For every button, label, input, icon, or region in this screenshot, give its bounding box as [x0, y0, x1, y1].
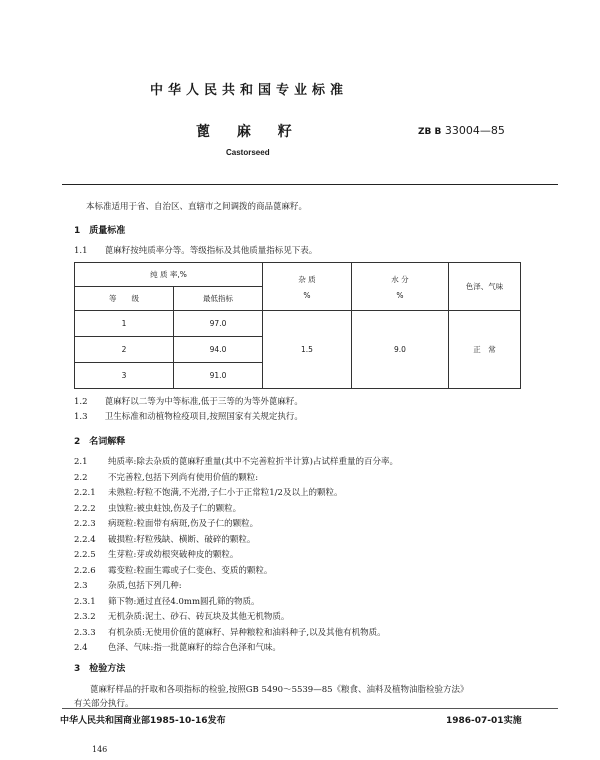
- item-number: 2.2.1: [74, 488, 96, 498]
- item-text: 虫蚀粒:被虫蛀蚀,伤及子仁的颗粒。: [108, 503, 242, 514]
- definition-item: [74, 533, 255, 545]
- english-title: Castorseed: [226, 148, 270, 157]
- definition-item: [74, 471, 258, 483]
- item-number: 2.3.3: [74, 627, 96, 638]
- header-grade: 等 级: [75, 287, 174, 311]
- definition-item: [74, 517, 258, 529]
- table-row: [75, 311, 521, 337]
- color-cell: 正 常: [449, 311, 521, 389]
- definition-item: [74, 641, 281, 653]
- min-cell: 94.0: [174, 337, 263, 363]
- impurity-label: 杂 质: [298, 274, 316, 284]
- grade-cell: 2: [75, 337, 174, 363]
- item-text: 蓖麻籽按纯质率分等。等级指标及其他质量指标见下表。: [104, 246, 318, 256]
- issue-date: 中华人民共和国商业部1985-10-16发布: [60, 716, 226, 726]
- item-text: 有机杂质:无使用价值的蓖麻籽、异种粮粒和油料种子,以及其他有机物质。: [108, 627, 386, 638]
- item-number: 2.2.5: [74, 550, 96, 560]
- item-1-2: [74, 395, 303, 407]
- item-number: 1.2: [74, 397, 88, 407]
- item-text: 卫生标准和动植物检疫项目,按照国家有关规定执行。: [104, 412, 303, 422]
- standard-prefix: ZB B: [418, 127, 442, 137]
- definition-item: [74, 548, 238, 560]
- moisture-label: 水 分: [391, 274, 409, 284]
- definition-item: [74, 610, 289, 622]
- item-text: 色泽、气味:指一批蓖麻籽的综合色泽和气味。: [108, 643, 281, 653]
- item-number: 1.1: [74, 246, 88, 256]
- header-purity: 纯 质 率,%: [75, 263, 263, 287]
- item-text: 不完善粒,包括下列尚有使用价值的颗粒:: [108, 472, 259, 483]
- item-text: 破损粒:籽粒残缺、横断、破碎的颗粒。: [108, 534, 256, 545]
- definition-item: [74, 579, 182, 591]
- item-number: 2.3.1: [74, 596, 96, 607]
- intro-text: 本标准适用于省、自治区、直辖市之间调拨的商品蓖麻籽。: [86, 202, 308, 212]
- item-number: 2.1: [74, 457, 88, 467]
- definition-item: [74, 486, 342, 498]
- section-3-line-2: 有关部分执行。: [74, 699, 134, 709]
- definition-item: [74, 595, 260, 607]
- grade-cell: 1: [75, 311, 174, 337]
- section-3-heading: 3 检验方法: [74, 664, 126, 674]
- item-text: 病斑粒:粒面带有病斑,伤及子仁的颗粒。: [108, 519, 259, 529]
- item-1-1: [74, 244, 317, 256]
- page-number: 146: [92, 745, 108, 754]
- moisture-unit: %: [396, 290, 404, 300]
- item-number: 2.2.4: [74, 534, 96, 545]
- quality-table: [74, 262, 521, 389]
- definition-item: [74, 502, 241, 514]
- impurity-cell: 1.5: [263, 311, 352, 389]
- footer-rule: [62, 708, 558, 709]
- item-text: 霉变粒:粒面生霉或子仁变色、变质的颗粒。: [108, 565, 273, 576]
- header-color: 色泽、气味: [449, 263, 521, 311]
- section-1-heading: 1 质量标准: [74, 226, 126, 236]
- item-text: 生芽粒:芽或幼根突破种皮的颗粒。: [108, 550, 239, 560]
- impurity-unit: %: [303, 290, 311, 300]
- section-3-line-1: 蓖麻籽样品的扦取和各项指标的检验,按照GB 5490～5539—85《粮食、油料及植物油脂检验方法》: [90, 685, 469, 695]
- definition-item: [74, 564, 272, 576]
- item-number: 2.2.2: [74, 503, 96, 514]
- item-number: 1.3: [74, 412, 88, 422]
- item-number: 2.4: [74, 643, 88, 653]
- item-number: 2.3.2: [74, 612, 96, 622]
- min-cell: 97.0: [174, 311, 263, 337]
- grade-cell: 3: [75, 363, 174, 389]
- header-min: 最低指标: [174, 287, 263, 311]
- moisture-cell: 9.0: [352, 311, 449, 389]
- definition-item: [74, 626, 386, 638]
- definition-item: [74, 455, 398, 467]
- header-rule: [62, 184, 558, 185]
- item-text: 未熟粒:籽粒不饱满,不光滑,子仁小于正常粒1/2及以上的颗粒。: [108, 488, 343, 498]
- min-cell: 91.0: [174, 363, 263, 389]
- effective-date: 1986-07-01实施: [446, 716, 522, 726]
- item-text: 纯质率:除去杂质的蓖麻籽重量(其中不完善粒折半计算)占试样重量的百分率。: [108, 457, 398, 467]
- item-number: 2.2.3: [74, 519, 96, 529]
- standard-number: 33004—85: [444, 124, 505, 137]
- item-text: 蓖麻籽以二等为中等标准,低于三等的为等外蓖麻籽。: [104, 397, 303, 407]
- org-title: 中华人民共和国专业标准: [150, 83, 349, 98]
- item-number: 2.3: [74, 581, 88, 591]
- item-text: 无机杂质:泥土、砂石、砖瓦块及其他无机物质。: [108, 612, 290, 622]
- standard-code: [418, 124, 505, 137]
- header-impurity: [263, 263, 352, 311]
- item-text: 杂质,包括下列几种:: [108, 581, 182, 591]
- header-moisture: [352, 263, 449, 311]
- document-title: 蓖 麻 籽: [196, 124, 292, 140]
- item-number: 2.2.6: [74, 565, 96, 576]
- item-number: 2.2: [74, 472, 88, 483]
- item-1-3: [74, 410, 303, 422]
- item-text: 筛下物:通过直径4.0mm圆孔筛的物质。: [108, 596, 260, 607]
- section-2-heading: 2 名词解释: [74, 437, 126, 447]
